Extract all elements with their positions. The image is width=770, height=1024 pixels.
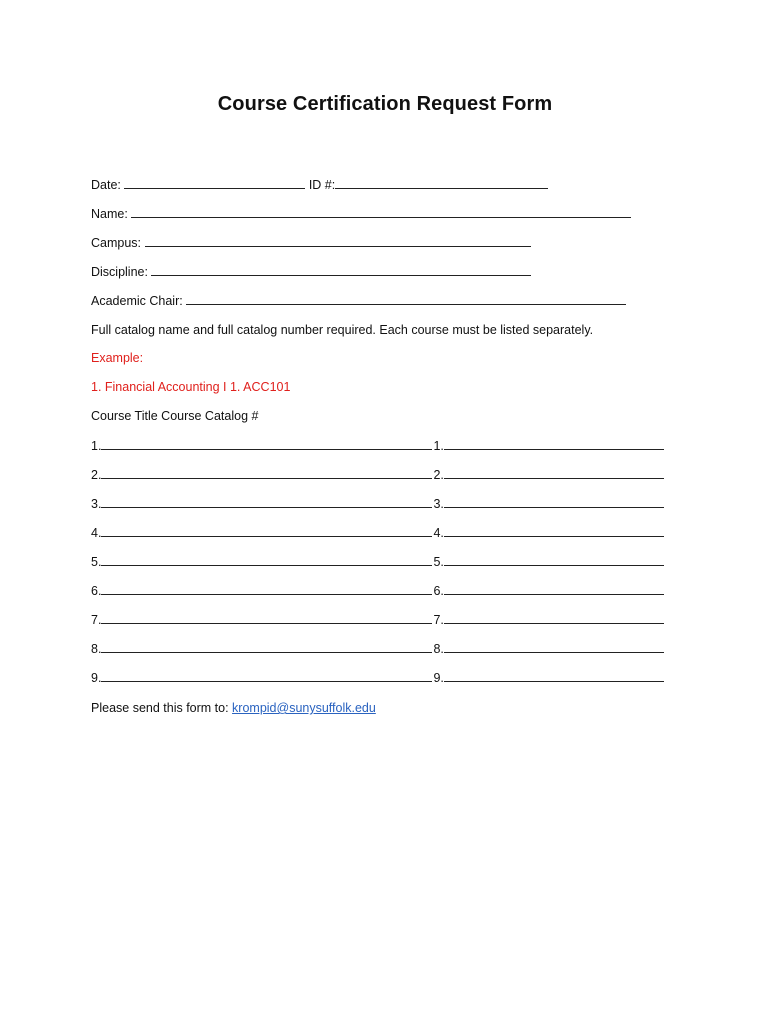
date-id-line bbox=[91, 176, 548, 193]
campus-line bbox=[91, 234, 531, 251]
campus-field[interactable] bbox=[145, 234, 531, 247]
email-link[interactable]: krompid@sunysuffolk.edu bbox=[232, 701, 376, 715]
academic-chair-line bbox=[91, 292, 626, 309]
academic-chair-field[interactable] bbox=[186, 292, 626, 305]
course-catalog-field[interactable] bbox=[444, 553, 664, 566]
course-catalog-number: 8. bbox=[433, 642, 444, 656]
course-title-field[interactable] bbox=[101, 611, 432, 624]
send-label: Please send this form to: bbox=[91, 701, 233, 715]
course-row bbox=[91, 611, 665, 628]
course-catalog-field[interactable] bbox=[444, 495, 664, 508]
course-row bbox=[91, 582, 665, 599]
course-title-number: 9. bbox=[91, 671, 102, 685]
name-field[interactable] bbox=[131, 205, 631, 218]
example-line: 1. Financial Accounting I 1. ACC101 bbox=[91, 380, 291, 394]
course-title-field[interactable] bbox=[101, 524, 432, 537]
course-catalog-field[interactable] bbox=[444, 611, 664, 624]
course-catalog-number: 1. bbox=[433, 439, 444, 453]
campus-label: Campus: bbox=[91, 236, 145, 250]
course-title-number: 2. bbox=[91, 468, 102, 482]
columns-header: Course Title Course Catalog # bbox=[91, 409, 259, 423]
discipline-label: Discipline: bbox=[91, 265, 152, 279]
id-field[interactable] bbox=[335, 176, 548, 189]
course-title-field[interactable] bbox=[101, 640, 432, 653]
course-title-field[interactable] bbox=[101, 437, 432, 450]
course-title-field[interactable] bbox=[101, 582, 432, 595]
course-catalog-number: 9. bbox=[433, 671, 444, 685]
course-row bbox=[91, 553, 665, 570]
course-catalog-field[interactable] bbox=[444, 437, 664, 450]
discipline-field[interactable] bbox=[151, 263, 531, 276]
course-title-field[interactable] bbox=[101, 466, 432, 479]
discipline-line bbox=[91, 263, 531, 280]
instructions-text: Full catalog name and full catalog number required. Each course must be listed separately. bbox=[91, 323, 594, 337]
course-catalog-field[interactable] bbox=[444, 669, 664, 682]
example-label: Example: bbox=[91, 351, 144, 365]
academic-chair-label: Academic Chair: bbox=[91, 294, 187, 308]
id-label: ID #: bbox=[305, 178, 336, 192]
course-catalog-number: 6. bbox=[433, 584, 444, 598]
name-line bbox=[91, 205, 631, 222]
date-field[interactable] bbox=[124, 176, 305, 189]
course-title-field[interactable] bbox=[101, 669, 432, 682]
course-title-number: 7. bbox=[91, 613, 102, 627]
course-title-number: 6. bbox=[91, 584, 102, 598]
course-catalog-number: 4. bbox=[433, 526, 444, 540]
course-catalog-number: 3. bbox=[433, 497, 444, 511]
send-line bbox=[91, 700, 376, 716]
course-row bbox=[91, 495, 665, 512]
course-catalog-field[interactable] bbox=[444, 524, 664, 537]
course-title-number: 1. bbox=[91, 439, 102, 453]
course-row bbox=[91, 640, 665, 657]
course-title-field[interactable] bbox=[101, 553, 432, 566]
course-title-number: 5. bbox=[91, 555, 102, 569]
course-row bbox=[91, 466, 665, 483]
form-title: Course Certification Request Form bbox=[217, 93, 553, 115]
name-label: Name: bbox=[91, 207, 132, 221]
course-catalog-field[interactable] bbox=[444, 640, 664, 653]
course-catalog-number: 5. bbox=[433, 555, 444, 569]
course-catalog-number: 2. bbox=[433, 468, 444, 482]
course-catalog-field[interactable] bbox=[444, 466, 664, 479]
course-row bbox=[91, 437, 665, 454]
course-title-number: 4. bbox=[91, 526, 102, 540]
course-row bbox=[91, 524, 665, 541]
course-row bbox=[91, 669, 665, 686]
course-catalog-field[interactable] bbox=[444, 582, 664, 595]
course-title-number: 8. bbox=[91, 642, 102, 656]
date-label: Date: bbox=[91, 178, 125, 192]
course-title-field[interactable] bbox=[101, 495, 432, 508]
course-catalog-number: 7. bbox=[433, 613, 444, 627]
course-title-number: 3. bbox=[91, 497, 102, 511]
